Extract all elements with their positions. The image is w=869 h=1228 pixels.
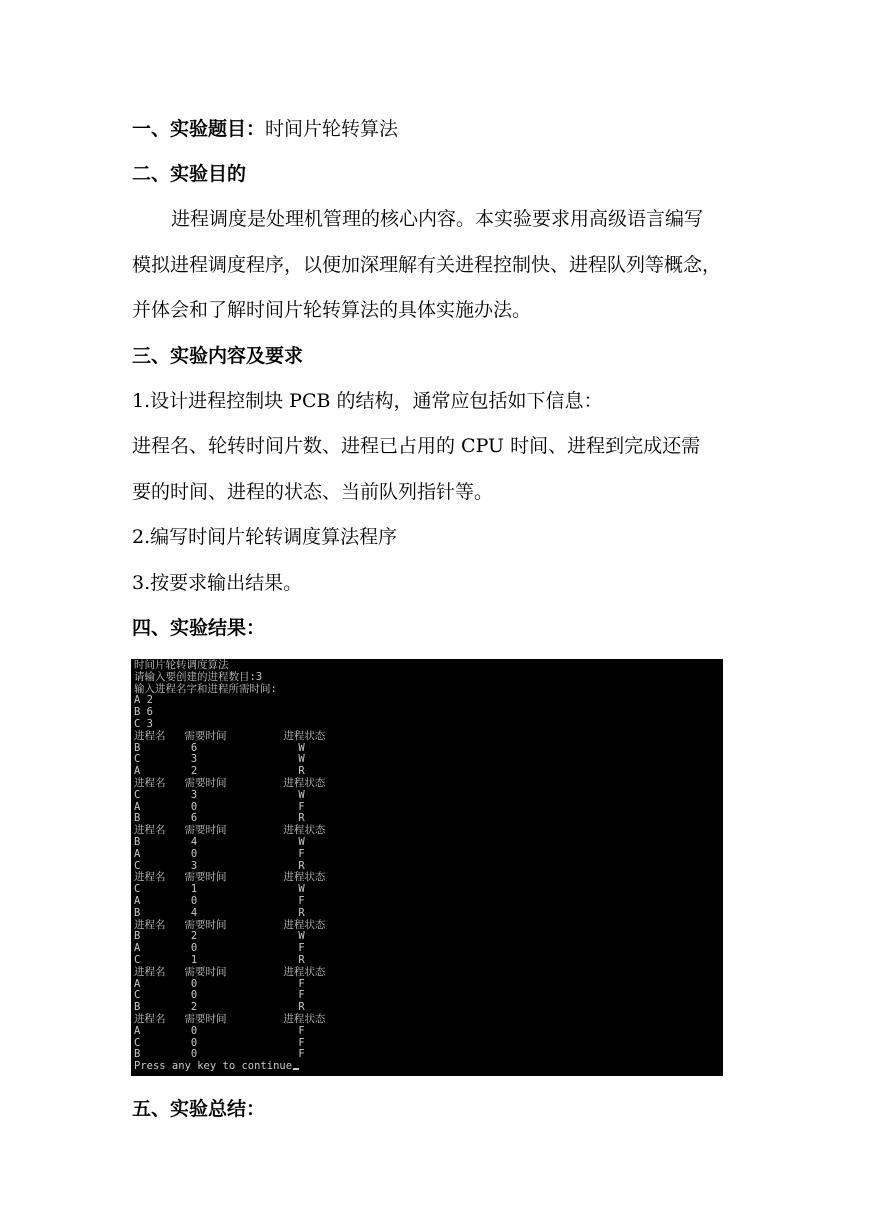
console-line: C 3 [134,718,153,730]
console-line: B 2 R [134,1001,305,1014]
requirement-item-1-detail-2: 要的时间、进程的状态、当前队列指针等。 [132,481,494,503]
purpose-paragraph-line-3: 并体会和了解时间片轮转算法的具体实施办法。 [132,299,532,321]
console-line: 请输入要创建的进程数目:3 [134,670,263,683]
requirement-item-2: 2.编写时间片轮转调度算法程序 [132,526,398,548]
experiment-title: 时间片轮转算法 [265,118,399,140]
console-output-screenshot [131,659,723,1076]
section4-heading: 四、实验结果： [132,617,266,639]
console-line: C 0 F [134,1036,305,1049]
section3-heading: 三、实验内容及要求 [132,345,304,367]
requirement-item-1: 1.设计进程控制块 PCB 的结构，通常应包括如下信息： [132,390,603,412]
console-line: B 6 W [134,741,305,754]
requirement-item-1-detail-1: 进程名、轮转时间片数、进程已占用的 CPU 时间、进程到完成还需 [132,435,701,457]
section2-heading: 二、实验目的 [132,163,247,185]
console-line: 进程名 需要时间 进程状态 [134,729,326,742]
purpose-paragraph-line-2: 模拟进程调度程序，以便加深理解有关进程控制快、进程队列等概念， [132,254,722,276]
purpose-paragraph-line-1: 进程调度是处理机管理的核心内容。本实验要求用高级语言编写 [171,208,704,230]
console-line: A 0 F [134,800,305,813]
console-prompt-text: Press any key to continue [134,1060,293,1073]
console-line: C 1 R [134,954,305,966]
console-line: A 0 F [134,847,305,860]
console-line: C 0 F [134,989,305,1002]
console-line: 进程名 需要时间 进程状态 [134,965,326,978]
console-line: A 0 F [134,1024,305,1037]
console-line: 输入进程名字和进程所需时间: [134,682,277,695]
console-line: A 0 F [134,942,305,955]
console-line: C 3 W [134,788,305,801]
console-line: B 2 W [134,930,305,943]
console-line: 时间片轮转调度算法 [134,659,229,671]
requirement-item-3: 3.按要求输出结果。 [132,572,303,594]
console-line: 进程名 需要时间 进程状态 [134,871,326,884]
console-line: A 2 [134,694,153,707]
console-line: B 4 R [134,906,305,919]
console-line: A 0 F [134,895,305,907]
console-line: 进程名 需要时间 进程状态 [134,1013,326,1025]
console-line: A 0 F [134,977,305,990]
console-line: 进程名 需要时间 进程状态 [134,824,326,837]
console-line: B 6 R [134,812,305,825]
console-line: B 0 F [134,1048,305,1061]
console-line: A 2 R [134,765,305,778]
console-line: C 3 R [134,859,305,872]
console-prompt-line [134,1060,299,1072]
console-line: B 6 [134,706,153,719]
console-line: B 4 W [134,836,305,848]
console-line: C 1 W [134,883,305,896]
section5-heading: 五、实验总结： [132,1098,266,1120]
console-line: 进程名 需要时间 进程状态 [134,918,326,931]
text-cursor [293,1068,299,1070]
section1-heading: 一、实验题目： [132,118,266,140]
console-line: C 3 W [134,753,305,766]
section1-heading-line [132,117,398,141]
console-line: 进程名 需要时间 进程状态 [134,777,326,789]
